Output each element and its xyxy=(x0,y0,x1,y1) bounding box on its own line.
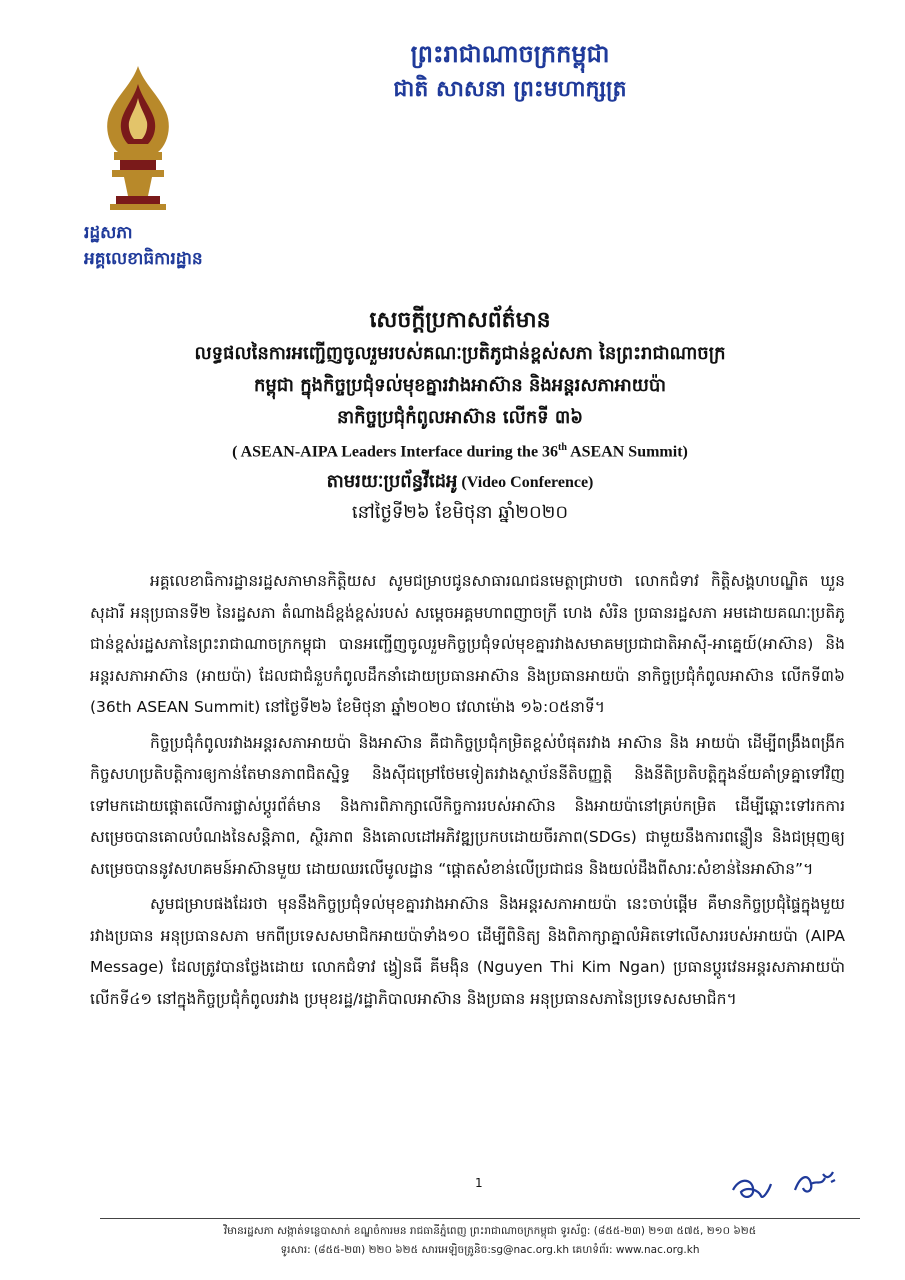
footer-contact xyxy=(120,1222,860,1260)
english-subtitle-post: ASEAN Summit) xyxy=(566,443,688,461)
english-subtitle xyxy=(40,434,880,466)
paragraph-1: អគ្គលេខាធិការដ្ឋានរដ្ឋសភាមានកិត្តិយស សូមជម្រាបជូនសាធារណជនមេត្តាជ្រាបថា លោកជំទាវ កិត្តិសង្គហបណ្ឌិត ឃួន សុដារី អនុប្រធានទី២ នៃរដ្ឋសភា តំណាងដ៏ខ្ពង់ខ្ពស់របស់ សម្តេចអគ្គមហាពញាចក្រី ហេង សំរិន ប្រធានរដ្ឋសភា អមដោយគណៈប្រតិភូជាន់ខ្ពស់រដ្ឋសភានៃព្រះរាជាណាចក្រកម្ពុជា បានអញ្ជើញចូលរួមកិច្ចប្រជុំទល់មុខគ្នារវាងសមាគមប្រជាជាតិអាស៊ី-អាគ្នេយ៍(អាស៊ាន) និងអន្តរសភាអាស៊ាន (អាយប៉ា) ដែលជាជំនួបកំពូលដឹកនាំដោយប្រធានអាស៊ាន និងប្រធានអាយប៉ា នាកិច្ចប្រជុំកំពូលអាស៊ាន លើកទី៣៦ (36th ASEAN Summit) នៅថ្ងៃទី២៦ ខែមិថុនា ឆ្នាំ២០២០ វេលាម៉ោង ១៦:០៥នាទី។ xyxy=(90,572,845,716)
national-assembly-emblem-icon xyxy=(88,64,188,214)
headline-line-3: នាកិច្ចប្រជុំកំពូលអាស៊ាន លើកទី ៣៦ xyxy=(337,407,583,428)
org-line-2: អគ្គលេខាធិការដ្ឋាន xyxy=(84,249,203,269)
headline-line-1: លទ្ធផលនៃការអញ្ជើញចូលរួមរបស់គណៈប្រតិភូជាន់ខ្ពស់សភា នៃព្រះរាជាណាចក្រ xyxy=(194,343,726,364)
kingdom-motto xyxy=(250,36,770,106)
kingdom-line-2: ជាតិ សាសនា ព្រះមហាក្សត្រ xyxy=(393,76,627,102)
page-number: 1 xyxy=(475,1176,483,1190)
press-release-title-block xyxy=(40,302,880,528)
page-title: សេចក្តីប្រកាសព័ត៌មាន xyxy=(369,307,551,333)
paragraph-2: កិច្ចប្រជុំកំពូលរវាងអន្តរសភាអាយប៉ា និងអាស៊ាន គឺជាកិច្ចប្រជុំកម្រិតខ្ពស់បំផុតរវាង អាស៊ាន និង អាយប៉ា ដើម្បីពង្រឹងពង្រីកកិច្ចសហប្រតិបត្តិការឲ្យកាន់តែមានភាពជិតស្និទ្ធ និងស៊ីជម្រៅថែមទៀតរវាងស្ថាប័ននីតិបញ្ញត្តិ និងនីតិប្រតិបត្តិក្នុងន័យគាំទ្រគ្នាទៅវិញទៅមកដោយផ្តោតលើការផ្លាស់ប្តូរព័ត៌មាន និងការពិភាក្សាលើកិច្ចការរបស់អាស៊ាន និងអាយប៉ានៅគ្រប់កម្រិត ដើម្បីឆ្ពោះទៅរកការសម្រេចបានគោលបំណងនៃសន្តិភាព, ស្ថិរភាព និងគោលដៅអភិវឌ្ឍប្រកបដោយចីរភាព(SDGs) ជាមួយនឹងការពន្លឿន និងជម្រុញឲ្យសម្រេចបាននូវសហគមន៍អាស៊ានមួយ ដោយឈរលើមូលដ្ឋាន “ផ្តោតសំខាន់លើប្រជាជន និងយល់ដឹងពីសារៈសំខាន់នៃអាស៊ាន”។ xyxy=(90,733,845,878)
org-line-1: រដ្ឋសភា xyxy=(84,223,133,243)
handwritten-initials-icon xyxy=(725,1160,865,1210)
via-english: (Video Conference) xyxy=(457,474,594,492)
body-text xyxy=(90,566,845,1019)
footer-address: វិមានរដ្ឋសភា សង្កាត់ទន្លេបាសាក់ ខណ្ឌចំការមន រាជធានីភ្នំពេញ ព្រះរាជាណាចក្រកម្ពុជា ទូរស័ព្ទ: (៨៥៥-២៣) ២១៣ ៥៧៥, ២១០ ៦២៥ xyxy=(223,1225,757,1237)
paragraph-3: សូមជម្រាបផងដែរថា មុននឹងកិច្ចប្រជុំទល់មុខគ្នារវាងអាស៊ាន និងអន្តរសភាអាយប៉ា នេះចាប់ផ្តើម គឺមានកិច្ចប្រជុំផ្ទៃក្នុងមួយរវាងប្រធាន អនុប្រធានសភា មកពីប្រទេសសមាជិកអាយប៉ាទាំង១០ ដើម្បីពិនិត្យ និងពិភាក្សាគ្នាលំអិតទៅលើសាររបស់អាយប៉ា (AIPA Message) ដែលត្រូវបានថ្លែងដោយ លោកជំទាវ ង្វៀនធី គីមង៉ិន (Nguyen Thi Kim Ngan) ប្រធានប្តូរវេនអន្តរសភាអាយប៉ា លើកទី៤១ នៅក្នុងកិច្ចប្រជុំកំពូលរវាង ប្រមុខរដ្ឋ/រដ្ឋាភិបាលអាស៊ាន និងប្រធាន អនុប្រធានសភានៃប្រទេសសមាជិក។ xyxy=(90,895,845,1008)
release-date: នៅថ្ងៃទី២៦ ខែមិថុនា ឆ្នាំ២០២០ xyxy=(351,502,569,524)
headline-line-2: កម្ពុជា ក្នុងកិច្ចប្រជុំទល់មុខគ្នារវាងអាស៊ាន និងអន្តរសភាអាយប៉ា xyxy=(253,375,667,396)
english-subtitle-sup: th xyxy=(558,442,567,453)
english-subtitle-pre: ( ASEAN-AIPA Leaders Interface during the 36 xyxy=(232,443,559,461)
kingdom-line-1: ព្រះរាជាណាចក្រកម្ពុជា xyxy=(410,39,610,68)
footer-divider xyxy=(100,1218,860,1219)
organization-name xyxy=(84,220,234,272)
via-line xyxy=(40,466,880,498)
footer-fax-email-web: ទូរសារ: (៨៥៥-២៣) ២២០ ៦២៥ សារអេឡិចត្រូនិច:sg@nac.org.kh គេហទំព័រ: www.nac.org.kh xyxy=(280,1244,700,1256)
via-khmer: តាមរយៈប្រព័ន្ធវីដេអូ xyxy=(326,471,458,493)
